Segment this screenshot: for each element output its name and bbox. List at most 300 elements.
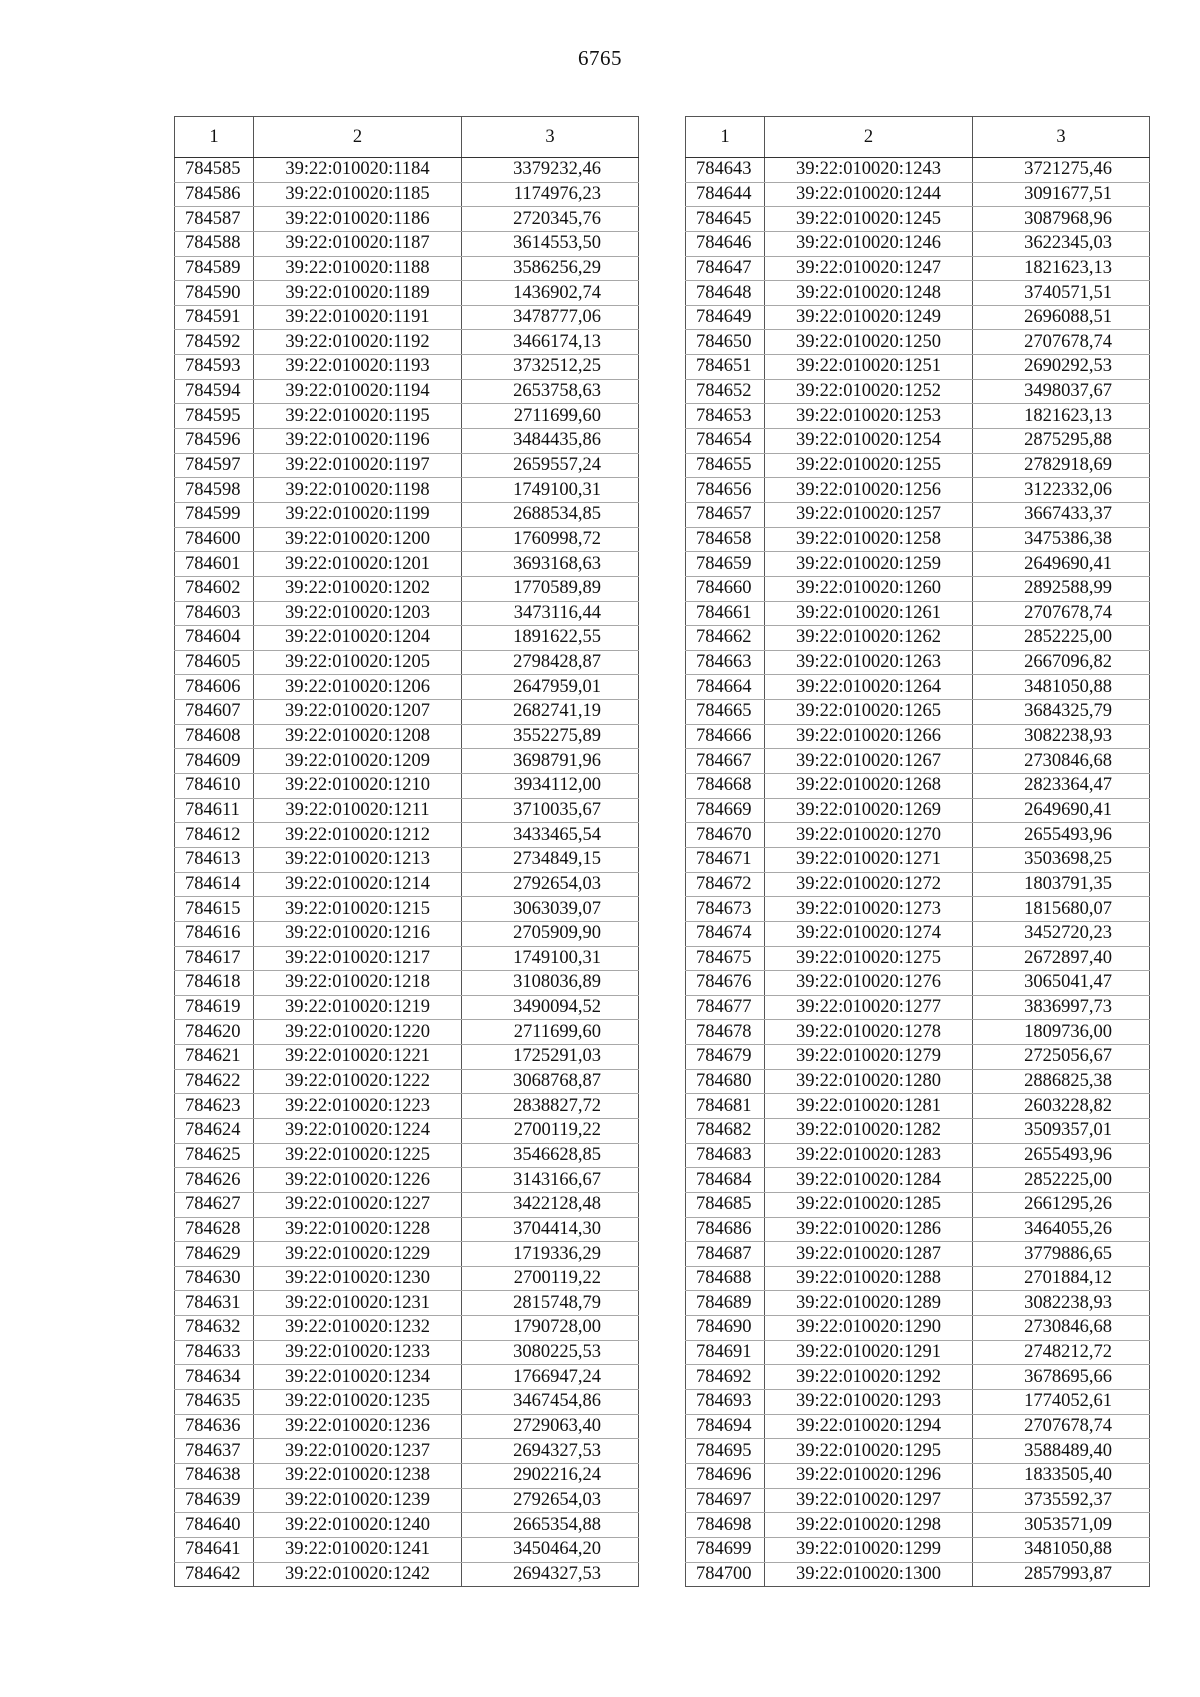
cadastral-number-cell: 39:22:010020:1271 [765, 847, 973, 872]
row-number-cell: 784673 [686, 897, 765, 922]
cadastral-number-cell: 39:22:010020:1187 [254, 231, 462, 256]
cadastral-number-cell: 39:22:010020:1213 [254, 847, 462, 872]
table-row [175, 207, 639, 232]
value-cell: 3498037,67 [973, 379, 1150, 404]
row-number-cell: 784591 [175, 305, 254, 330]
table-row [175, 1488, 639, 1513]
table-row [686, 650, 1150, 675]
row-number-cell: 784647 [686, 256, 765, 281]
table-row [686, 281, 1150, 306]
cadastral-number-cell: 39:22:010020:1217 [254, 946, 462, 971]
table-row [686, 1266, 1150, 1291]
cadastral-number-cell: 39:22:010020:1202 [254, 576, 462, 601]
value-cell: 3473116,44 [462, 601, 639, 626]
value-cell: 3698791,96 [462, 749, 639, 774]
cadastral-number-cell: 39:22:010020:1197 [254, 453, 462, 478]
value-cell: 3065041,47 [973, 971, 1150, 996]
cadastral-number-cell: 39:22:010020:1233 [254, 1340, 462, 1365]
table-row [175, 404, 639, 429]
cadastral-number-cell: 39:22:010020:1259 [765, 552, 973, 577]
cadastral-number-cell: 39:22:010020:1221 [254, 1045, 462, 1070]
value-cell: 2667096,82 [973, 650, 1150, 675]
value-cell: 2852225,00 [973, 626, 1150, 651]
cadastral-number-cell: 39:22:010020:1266 [765, 724, 973, 749]
row-number-cell: 784683 [686, 1143, 765, 1168]
value-cell: 3122332,06 [973, 478, 1150, 503]
row-number-cell: 784608 [175, 724, 254, 749]
row-number-cell: 784668 [686, 774, 765, 799]
cadastral-number-cell: 39:22:010020:1248 [765, 281, 973, 306]
table-row [175, 1316, 639, 1341]
column-header-value: 3 [462, 117, 639, 158]
value-cell: 2823364,47 [973, 774, 1150, 799]
table-row [686, 1365, 1150, 1390]
value-cell: 2688534,85 [462, 502, 639, 527]
cadastral-number-cell: 39:22:010020:1242 [254, 1562, 462, 1587]
row-number-cell: 784592 [175, 330, 254, 355]
value-cell: 2798428,87 [462, 650, 639, 675]
row-number-cell: 784646 [686, 231, 765, 256]
cadastral-number-cell: 39:22:010020:1296 [765, 1463, 973, 1488]
row-number-cell: 784670 [686, 823, 765, 848]
value-cell: 3063039,07 [462, 897, 639, 922]
row-number-cell: 784689 [686, 1291, 765, 1316]
row-number-cell: 784679 [686, 1045, 765, 1070]
table-row [686, 921, 1150, 946]
value-cell: 3693168,63 [462, 552, 639, 577]
value-cell: 3684325,79 [973, 700, 1150, 725]
value-cell: 2659557,24 [462, 453, 639, 478]
row-number-cell: 784697 [686, 1488, 765, 1513]
cadastral-number-cell: 39:22:010020:1261 [765, 601, 973, 626]
row-number-cell: 784649 [686, 305, 765, 330]
cadastral-number-cell: 39:22:010020:1219 [254, 995, 462, 1020]
row-number-cell: 784641 [175, 1537, 254, 1562]
row-number-cell: 784609 [175, 749, 254, 774]
table-row [175, 1513, 639, 1538]
cadastral-number-cell: 39:22:010020:1294 [765, 1414, 973, 1439]
row-number-cell: 784688 [686, 1266, 765, 1291]
value-cell: 3678695,66 [973, 1365, 1150, 1390]
value-cell: 3721275,46 [973, 158, 1150, 183]
left-data-table [174, 116, 639, 1587]
table-row [686, 379, 1150, 404]
table-row [686, 1168, 1150, 1193]
row-number-cell: 784611 [175, 798, 254, 823]
table-row [175, 1266, 639, 1291]
value-cell: 3836997,73 [973, 995, 1150, 1020]
table-row [686, 946, 1150, 971]
table-row [686, 552, 1150, 577]
row-number-cell: 784628 [175, 1217, 254, 1242]
right-table-body [686, 158, 1150, 1587]
row-number-cell: 784586 [175, 182, 254, 207]
row-number-cell: 784638 [175, 1463, 254, 1488]
table-row [686, 429, 1150, 454]
cadastral-number-cell: 39:22:010020:1220 [254, 1020, 462, 1045]
table-row [686, 330, 1150, 355]
cadastral-number-cell: 39:22:010020:1247 [765, 256, 973, 281]
value-cell: 2665354,88 [462, 1513, 639, 1538]
row-number-cell: 784632 [175, 1316, 254, 1341]
value-cell: 2707678,74 [973, 330, 1150, 355]
cadastral-number-cell: 39:22:010020:1198 [254, 478, 462, 503]
cadastral-number-cell: 39:22:010020:1265 [765, 700, 973, 725]
cadastral-number-cell: 39:22:010020:1186 [254, 207, 462, 232]
cadastral-number-cell: 39:22:010020:1194 [254, 379, 462, 404]
cadastral-number-cell: 39:22:010020:1286 [765, 1217, 973, 1242]
table-row [686, 207, 1150, 232]
cadastral-number-cell: 39:22:010020:1295 [765, 1439, 973, 1464]
cadastral-number-cell: 39:22:010020:1298 [765, 1513, 973, 1538]
column-header-cadastral: 2 [765, 117, 973, 158]
row-number-cell: 784678 [686, 1020, 765, 1045]
cadastral-number-cell: 39:22:010020:1184 [254, 158, 462, 183]
cadastral-number-cell: 39:22:010020:1188 [254, 256, 462, 281]
table-row [686, 823, 1150, 848]
row-number-cell: 784634 [175, 1365, 254, 1390]
cadastral-number-cell: 39:22:010020:1232 [254, 1316, 462, 1341]
cadastral-number-cell: 39:22:010020:1245 [765, 207, 973, 232]
value-cell: 2649690,41 [973, 798, 1150, 823]
value-cell: 2672897,40 [973, 946, 1150, 971]
value-cell: 3422128,48 [462, 1192, 639, 1217]
value-cell: 3546628,85 [462, 1143, 639, 1168]
cadastral-number-cell: 39:22:010020:1226 [254, 1168, 462, 1193]
table-row [175, 872, 639, 897]
table-row [686, 231, 1150, 256]
row-number-cell: 784666 [686, 724, 765, 749]
table-row [175, 305, 639, 330]
value-cell: 3080225,53 [462, 1340, 639, 1365]
value-cell: 3068768,87 [462, 1069, 639, 1094]
table-row [686, 1562, 1150, 1587]
cadastral-number-cell: 39:22:010020:1209 [254, 749, 462, 774]
cadastral-number-cell: 39:22:010020:1251 [765, 355, 973, 380]
value-cell: 3082238,93 [973, 724, 1150, 749]
row-number-cell: 784644 [686, 182, 765, 207]
value-cell: 1725291,03 [462, 1045, 639, 1070]
value-cell: 2655493,96 [973, 823, 1150, 848]
value-cell: 2661295,26 [973, 1192, 1150, 1217]
row-number-cell: 784631 [175, 1291, 254, 1316]
cadastral-number-cell: 39:22:010020:1291 [765, 1340, 973, 1365]
value-cell: 1760998,72 [462, 527, 639, 552]
row-number-cell: 784693 [686, 1390, 765, 1415]
value-cell: 2707678,74 [973, 601, 1150, 626]
value-cell: 2653758,63 [462, 379, 639, 404]
value-cell: 2875295,88 [973, 429, 1150, 454]
table-row [175, 355, 639, 380]
table-row [175, 1390, 639, 1415]
cadastral-number-cell: 39:22:010020:1211 [254, 798, 462, 823]
cadastral-number-cell: 39:22:010020:1257 [765, 502, 973, 527]
cadastral-number-cell: 39:22:010020:1267 [765, 749, 973, 774]
row-number-cell: 784652 [686, 379, 765, 404]
table-row [686, 1217, 1150, 1242]
cadastral-number-cell: 39:22:010020:1223 [254, 1094, 462, 1119]
table-row [175, 724, 639, 749]
table-row [175, 379, 639, 404]
table-row [175, 601, 639, 626]
table-row [175, 749, 639, 774]
value-cell: 1766947,24 [462, 1365, 639, 1390]
table-row [175, 971, 639, 996]
row-number-cell: 784598 [175, 478, 254, 503]
row-number-cell: 784657 [686, 502, 765, 527]
value-cell: 2682741,19 [462, 700, 639, 725]
cadastral-number-cell: 39:22:010020:1234 [254, 1365, 462, 1390]
row-number-cell: 784623 [175, 1094, 254, 1119]
value-cell: 1821623,13 [973, 256, 1150, 281]
table-row [175, 774, 639, 799]
value-cell: 2725056,67 [973, 1045, 1150, 1070]
table-row [686, 1340, 1150, 1365]
table-row [175, 502, 639, 527]
table-row [175, 946, 639, 971]
row-number-cell: 784676 [686, 971, 765, 996]
value-cell: 1891622,55 [462, 626, 639, 651]
table-row [686, 305, 1150, 330]
table-row [686, 1513, 1150, 1538]
cadastral-number-cell: 39:22:010020:1238 [254, 1463, 462, 1488]
row-number-cell: 784605 [175, 650, 254, 675]
cadastral-number-cell: 39:22:010020:1229 [254, 1242, 462, 1267]
table-row [175, 478, 639, 503]
value-cell: 1821623,13 [973, 404, 1150, 429]
value-cell: 3586256,29 [462, 256, 639, 281]
value-cell: 1719336,29 [462, 1242, 639, 1267]
cadastral-number-cell: 39:22:010020:1292 [765, 1365, 973, 1390]
row-number-cell: 784665 [686, 700, 765, 725]
cadastral-number-cell: 39:22:010020:1297 [765, 1488, 973, 1513]
table-row [686, 1094, 1150, 1119]
table-row [175, 552, 639, 577]
cadastral-number-cell: 39:22:010020:1239 [254, 1488, 462, 1513]
table-row [175, 1143, 639, 1168]
row-number-cell: 784607 [175, 700, 254, 725]
cadastral-number-cell: 39:22:010020:1191 [254, 305, 462, 330]
cadastral-number-cell: 39:22:010020:1260 [765, 576, 973, 601]
row-number-cell: 784687 [686, 1242, 765, 1267]
cadastral-number-cell: 39:22:010020:1282 [765, 1118, 973, 1143]
table-row [175, 182, 639, 207]
row-number-cell: 784684 [686, 1168, 765, 1193]
table-row [686, 1020, 1150, 1045]
cadastral-number-cell: 39:22:010020:1208 [254, 724, 462, 749]
row-number-cell: 784594 [175, 379, 254, 404]
value-cell: 3622345,03 [973, 231, 1150, 256]
value-cell: 3467454,86 [462, 1390, 639, 1415]
value-cell: 3475386,38 [973, 527, 1150, 552]
value-cell: 3452720,23 [973, 921, 1150, 946]
row-number-cell: 784674 [686, 921, 765, 946]
table-row [175, 1192, 639, 1217]
value-cell: 2700119,22 [462, 1266, 639, 1291]
value-cell: 3490094,52 [462, 995, 639, 1020]
table-row [686, 749, 1150, 774]
value-cell: 2792654,03 [462, 1488, 639, 1513]
cadastral-number-cell: 39:22:010020:1277 [765, 995, 973, 1020]
row-number-cell: 784615 [175, 897, 254, 922]
cadastral-number-cell: 39:22:010020:1250 [765, 330, 973, 355]
table-row [175, 1340, 639, 1365]
table-row [175, 1217, 639, 1242]
row-number-cell: 784629 [175, 1242, 254, 1267]
cadastral-number-cell: 39:22:010020:1192 [254, 330, 462, 355]
row-number-cell: 784604 [175, 626, 254, 651]
table-row [175, 1291, 639, 1316]
table-row [686, 1118, 1150, 1143]
value-cell: 3450464,20 [462, 1537, 639, 1562]
row-number-cell: 784692 [686, 1365, 765, 1390]
value-cell: 1833505,40 [973, 1463, 1150, 1488]
row-number-cell: 784696 [686, 1463, 765, 1488]
table-row [686, 1414, 1150, 1439]
value-cell: 3143166,67 [462, 1168, 639, 1193]
row-number-cell: 784663 [686, 650, 765, 675]
row-number-cell: 784622 [175, 1069, 254, 1094]
value-cell: 3704414,30 [462, 1217, 639, 1242]
cadastral-number-cell: 39:22:010020:1258 [765, 527, 973, 552]
row-number-cell: 784667 [686, 749, 765, 774]
cadastral-number-cell: 39:22:010020:1255 [765, 453, 973, 478]
cadastral-number-cell: 39:22:010020:1199 [254, 502, 462, 527]
table-row [175, 1414, 639, 1439]
row-number-cell: 784653 [686, 404, 765, 429]
table-row [686, 1291, 1150, 1316]
value-cell: 3464055,26 [973, 1217, 1150, 1242]
row-number-cell: 784682 [686, 1118, 765, 1143]
value-cell: 2852225,00 [973, 1168, 1150, 1193]
table-row [175, 576, 639, 601]
table-row [686, 1390, 1150, 1415]
left-table-body [175, 158, 639, 1587]
value-cell: 2603228,82 [973, 1094, 1150, 1119]
value-cell: 3484435,86 [462, 429, 639, 454]
table-row [175, 1069, 639, 1094]
cadastral-number-cell: 39:22:010020:1218 [254, 971, 462, 996]
cadastral-number-cell: 39:22:010020:1263 [765, 650, 973, 675]
row-number-cell: 784612 [175, 823, 254, 848]
cadastral-number-cell: 39:22:010020:1253 [765, 404, 973, 429]
cadastral-number-cell: 39:22:010020:1236 [254, 1414, 462, 1439]
row-number-cell: 784698 [686, 1513, 765, 1538]
cadastral-number-cell: 39:22:010020:1268 [765, 774, 973, 799]
row-number-cell: 784627 [175, 1192, 254, 1217]
row-number-cell: 784610 [175, 774, 254, 799]
row-number-cell: 784671 [686, 847, 765, 872]
page-number: 6765 [578, 46, 622, 70]
row-number-cell: 784625 [175, 1143, 254, 1168]
table-row [686, 1488, 1150, 1513]
value-cell: 1790728,00 [462, 1316, 639, 1341]
cadastral-number-cell: 39:22:010020:1274 [765, 921, 973, 946]
cadastral-number-cell: 39:22:010020:1287 [765, 1242, 973, 1267]
cadastral-number-cell: 39:22:010020:1275 [765, 946, 973, 971]
column-header-number: 1 [686, 117, 765, 158]
row-number-cell: 784640 [175, 1513, 254, 1538]
cadastral-number-cell: 39:22:010020:1193 [254, 355, 462, 380]
cadastral-number-cell: 39:22:010020:1235 [254, 1390, 462, 1415]
row-number-cell: 784595 [175, 404, 254, 429]
table-row [175, 330, 639, 355]
value-cell: 3087968,96 [973, 207, 1150, 232]
table-row [175, 1439, 639, 1464]
cadastral-number-cell: 39:22:010020:1203 [254, 601, 462, 626]
table-row [175, 1365, 639, 1390]
row-number-cell: 784700 [686, 1562, 765, 1587]
table-row [686, 404, 1150, 429]
value-cell: 2711699,60 [462, 1020, 639, 1045]
cadastral-number-cell: 39:22:010020:1196 [254, 429, 462, 454]
value-cell: 2902216,24 [462, 1463, 639, 1488]
table-row [686, 256, 1150, 281]
value-cell: 3552275,89 [462, 724, 639, 749]
value-cell: 1815680,07 [973, 897, 1150, 922]
value-cell: 3710035,67 [462, 798, 639, 823]
value-cell: 2815748,79 [462, 1291, 639, 1316]
cadastral-number-cell: 39:22:010020:1210 [254, 774, 462, 799]
cadastral-number-cell: 39:22:010020:1276 [765, 971, 973, 996]
cadastral-number-cell: 39:22:010020:1230 [254, 1266, 462, 1291]
row-number-cell: 784662 [686, 626, 765, 651]
cadastral-number-cell: 39:22:010020:1284 [765, 1168, 973, 1193]
row-number-cell: 784677 [686, 995, 765, 1020]
cadastral-number-cell: 39:22:010020:1206 [254, 675, 462, 700]
table-row [686, 995, 1150, 1020]
row-number-cell: 784681 [686, 1094, 765, 1119]
row-number-cell: 784660 [686, 576, 765, 601]
row-number-cell: 784654 [686, 429, 765, 454]
value-cell: 2694327,53 [462, 1439, 639, 1464]
cadastral-number-cell: 39:22:010020:1264 [765, 675, 973, 700]
row-number-cell: 784685 [686, 1192, 765, 1217]
table-row [686, 1316, 1150, 1341]
row-number-cell: 784645 [686, 207, 765, 232]
cadastral-number-cell: 39:22:010020:1246 [765, 231, 973, 256]
table-row [686, 502, 1150, 527]
column-header-number: 1 [175, 117, 254, 158]
value-cell: 3503698,25 [973, 847, 1150, 872]
row-number-cell: 784642 [175, 1562, 254, 1587]
value-cell: 1803791,35 [973, 872, 1150, 897]
value-cell: 1174976,23 [462, 182, 639, 207]
cadastral-number-cell: 39:22:010020:1269 [765, 798, 973, 823]
cadastral-number-cell: 39:22:010020:1273 [765, 897, 973, 922]
table-row [175, 1045, 639, 1070]
row-number-cell: 784680 [686, 1069, 765, 1094]
table-row [686, 1045, 1150, 1070]
table-row [175, 1537, 639, 1562]
cadastral-number-cell: 39:22:010020:1278 [765, 1020, 973, 1045]
row-number-cell: 784601 [175, 552, 254, 577]
cadastral-number-cell: 39:22:010020:1214 [254, 872, 462, 897]
value-cell: 2734849,15 [462, 847, 639, 872]
cadastral-number-cell: 39:22:010020:1244 [765, 182, 973, 207]
row-number-cell: 784694 [686, 1414, 765, 1439]
cadastral-number-cell: 39:22:010020:1281 [765, 1094, 973, 1119]
row-number-cell: 784606 [175, 675, 254, 700]
row-number-cell: 784597 [175, 453, 254, 478]
table-row [175, 256, 639, 281]
value-cell: 2782918,69 [973, 453, 1150, 478]
cadastral-number-cell: 39:22:010020:1205 [254, 650, 462, 675]
table-row [686, 798, 1150, 823]
row-number-cell: 784619 [175, 995, 254, 1020]
row-number-cell: 784637 [175, 1439, 254, 1464]
value-cell: 1774052,61 [973, 1390, 1150, 1415]
